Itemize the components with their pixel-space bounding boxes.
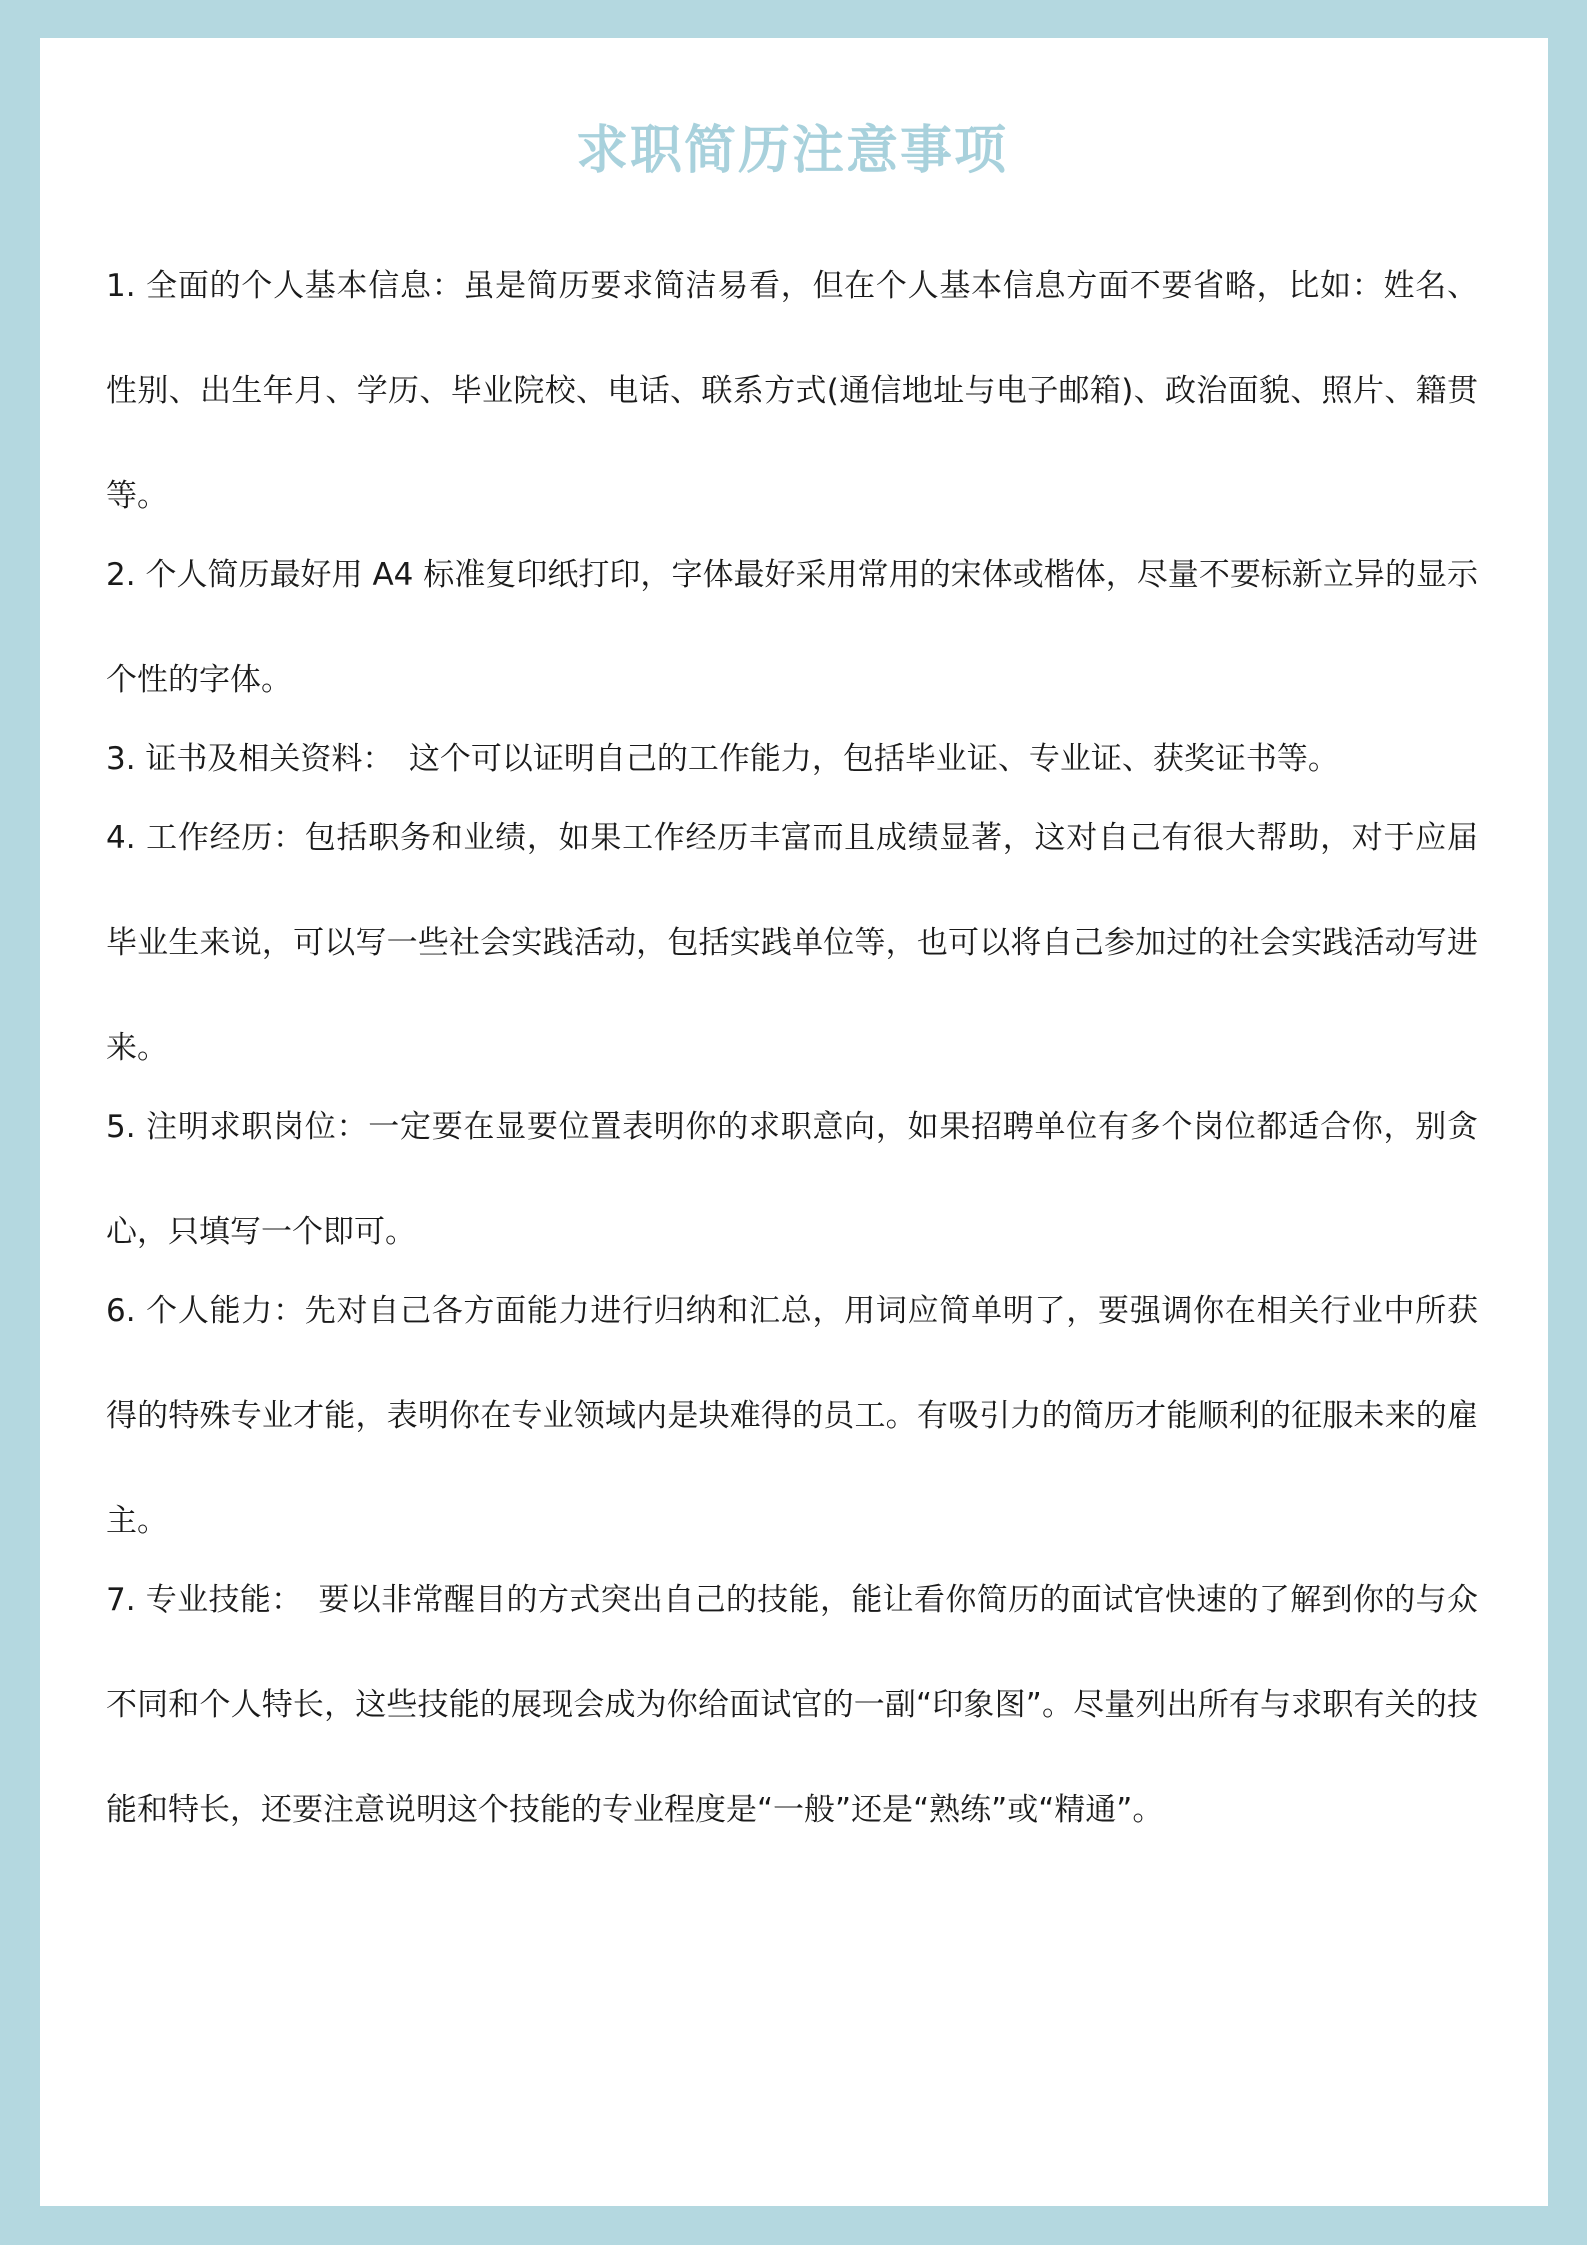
list-item-1: 1. 全面的个人基本信息：虽是简历要求简洁易看，但在个人基本信息方面不要省略，比如：姓名、性别、出生年月、学历、毕业院校、电话、联系方式(通信地址与电子邮箱)、政治面貌、照片、籍贯等。	[106, 268, 1478, 514]
list-item-4: 4. 工作经历：包括职务和业绩，如果工作经历丰富而且成绩显著，这对自己有很大帮助，对于应届毕业生来说，可以写一些社会实践活动，包括实践单位等，也可以将自己参加过的社会实践活动写进来。	[106, 820, 1478, 1066]
list-item-2: 2. 个人简历最好用 A4 标准复印纸打印，字体最好采用常用的宋体或楷体，尽量不要标新立异的显示个性的字体。	[106, 557, 1478, 698]
document-title: 求职简历注意事项	[575, 121, 1008, 181]
list-item-7: 7. 专业技能： 要以非常醒目的方式突出自己的技能，能让看你简历的面试官快速的了解到你的与众不同和个人特长，这些技能的展现会成为你给面试官的一副“印象图”。尽量列出所有与求职有关的技能和特长，还要注意说明这个技能的专业程度是“一般”还是“熟练”或“精通”。	[106, 1582, 1478, 1828]
list-item-5: 5. 注明求职岗位：一定要在显要位置表明你的求职意向，如果招聘单位有多个岗位都适合你，别贪心，只填写一个即可。	[106, 1109, 1478, 1250]
document-page	[40, 38, 1548, 2206]
list-item-3: 3. 证书及相关资料： 这个可以证明自己的工作能力，包括毕业证、专业证、获奖证书等。	[106, 741, 1339, 777]
list-item-6: 6. 个人能力：先对自己各方面能力进行归纳和汇总，用词应简单明了，要强调你在相关行业中所获得的特殊专业才能，表明你在专业领域内是块难得的员工。有吸引力的简历才能顺利的征服未来的雇主。	[106, 1293, 1478, 1539]
